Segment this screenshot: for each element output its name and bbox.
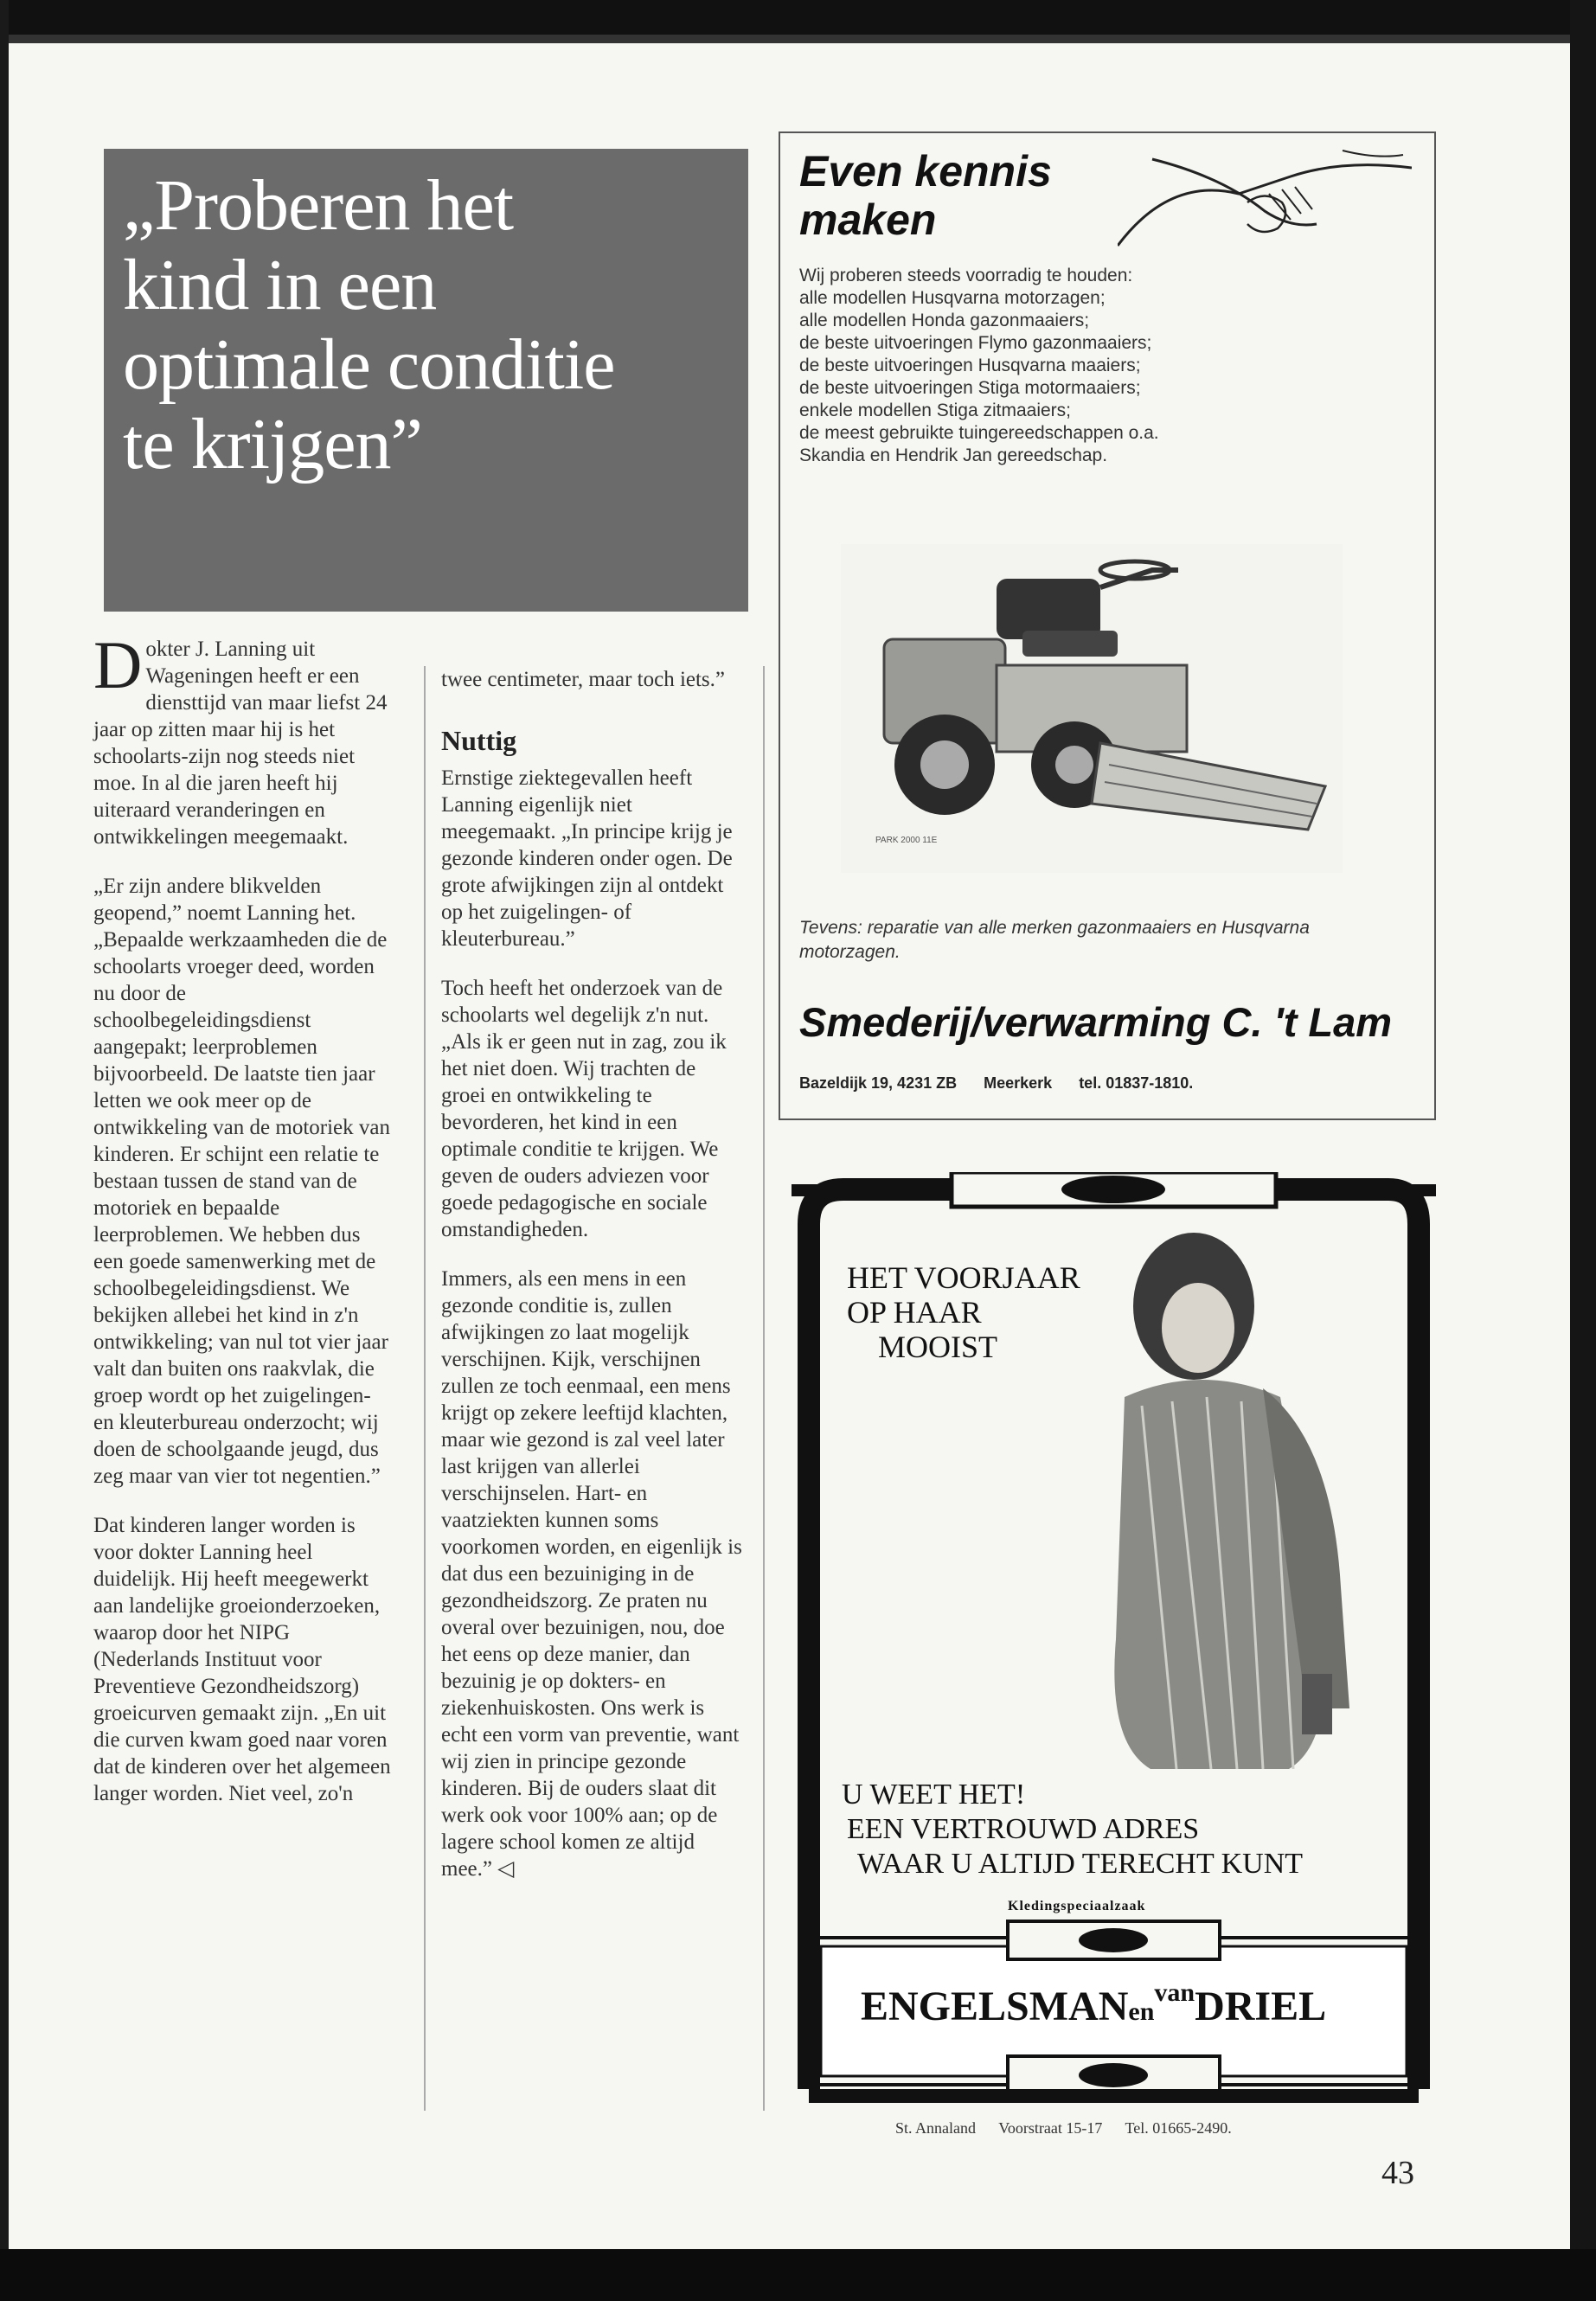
list-item: alle modellen Honda gazonmaaiers; xyxy=(799,311,1090,330)
article-column-1 xyxy=(93,627,392,1830)
logo-word-small: en xyxy=(1128,1997,1155,2026)
tagline-line: U WEET HET! xyxy=(842,1779,1026,1811)
ad-engelsman-logo-name xyxy=(861,1978,1371,2030)
ad-engelsman-address xyxy=(895,2119,1251,2138)
headline-line: HET VOORJAAR xyxy=(847,1260,1080,1295)
paragraph: twee centimeter, maar toch iets.” xyxy=(441,668,726,691)
paragraph: Immers, als een mens in een gezonde conditie is, zullen afwijkingen zo laat mogelijk verschijnen. Kijk, verschijnen zullen ze toch eenmaal, een mens krijgt op zekere leeftijd klachten, maar wie gezond is zal veel later last krijgen van allerlei verschijnselen. Hart- en vaatziekten kunnen soms voorkomen worden, en eigenlijk is dat dus een bezuiniging in de gezondheidszorg. Ze praten nu overal over bezuinigen, nou, doe het eens op deze manier, dan bezuinig je op dokters- en ziekenhuiskosten. Ons werk is echt een vorm van preventie, want wij zien in principe gezonde kinderen. Bij de ouders slaat dit werk ook voor 100% aan; op de lagere school komen ze altijd mee.” ◁ xyxy=(441,1267,742,1881)
ad-engelsman-tel: Tel. 01665-2490. xyxy=(1125,2119,1232,2137)
mower-caption: PARK 2000 11E xyxy=(875,836,938,845)
ad-lam-company-name: Smederij/verwarming C. 't Lam xyxy=(799,999,1393,1045)
riding-mower-illustration xyxy=(841,544,1343,873)
scan-border-left xyxy=(0,0,9,2301)
logo-word: DRIEL xyxy=(1195,1984,1327,2029)
scan-border-bottom xyxy=(0,2249,1596,2301)
scan-border-right xyxy=(1570,0,1596,2301)
list-item: de meest gebruikte tuingereedschappen o.a. xyxy=(799,423,1159,443)
tagline-line: WAAR U ALTIJD TERECHT KUNT xyxy=(857,1848,1304,1880)
ad-lam xyxy=(779,131,1436,1120)
paragraph: Dat kinderen langer worden is voor dokter Lanning heel duidelijk. Hij heeft meegewerkt aan landelijke groeionderzoeken, waarop door het NIPG (Nederlands Instituut voor Preventieve Gezondheidszorg) groeicurven gemaakt zijn. „En uit die curven kwam goed naar voren dat de kinderen over het algemeen langer worden. Niet veel, zo'n xyxy=(93,1514,391,1805)
list-item: enkele modellen Stiga zitmaaiers; xyxy=(799,401,1071,420)
list-item: de beste uitvoeringen Flymo gazonmaaiers; xyxy=(799,333,1152,353)
ad-lam-title-line: Even kennis xyxy=(799,147,1052,195)
ad-engelsman-tagline xyxy=(842,1778,1378,1881)
list-item: de beste uitvoeringen Husqvarna maaiers; xyxy=(799,356,1141,375)
headline-line: optimale conditie xyxy=(123,324,615,405)
headline-line: OP HAAR xyxy=(847,1295,982,1330)
ad-lam-city: Meerkerk xyxy=(984,1074,1053,1092)
paragraph: Toch heeft het onderzoek van de schoolarts wel degelijk z'n nut. „Als ik er geen nut in zag, zou ik het niet doen. Wij trachten de groei en ontwikkeling te bevorderen, het kind in een optimale conditie te krijgen. We geven de ouders adviezen voor goede pedagogische en sociale omstandigheden. xyxy=(441,977,727,1241)
headline-line: te krijgen” xyxy=(123,404,422,484)
ad-engelsman xyxy=(792,1172,1436,2137)
ad-lam-title-line: maken xyxy=(799,195,937,244)
scan-border-top xyxy=(0,0,1596,35)
woman-photo xyxy=(1090,1224,1367,1769)
ad-engelsman-place: St. Annaland xyxy=(895,2119,976,2137)
scan-border-top-shade xyxy=(0,35,1596,43)
headline-line: kind in een xyxy=(123,245,437,325)
ad-lam-product-list xyxy=(799,265,1284,467)
paragraph-text: okter J. Lanning uit Wageningen heeft er een diensttijd van maar liefst 24 jaar op zitten maar hij is het schoolarts-zijn nog steeds niet moe. In al die jaren heeft hij uiteraard veranderingen en ontwikkelingen meegemaakt. xyxy=(93,638,388,849)
ad-engelsman-street: Voorstraat 15-17 xyxy=(998,2119,1103,2137)
article-column-2 xyxy=(441,666,744,1905)
ad-lam-tel: tel. 01837-1810. xyxy=(1079,1074,1194,1092)
paragraph xyxy=(93,627,392,850)
page-number: 43 xyxy=(1381,2155,1414,2191)
ad-lam-street: Bazeldijk 19, 4231 ZB xyxy=(799,1074,958,1092)
ad-engelsman-headline xyxy=(847,1260,1089,1364)
list-item: de beste uitvoeringen Stiga motormaaiers; xyxy=(799,378,1141,398)
logo-word: ENGELSMAN xyxy=(861,1984,1129,2029)
paragraph: Ernstige ziektegevallen heeft Lanning eigenlijk niet meegemaakt. „In principe krijg je gezonde kinderen onder ogen. De grote afwijkingen zijn al ontdekt op het zuigelingen- of kleuterbureau.” xyxy=(441,766,733,951)
column-rule xyxy=(763,666,765,2111)
list-item: alle modellen Husqvarna motorzagen; xyxy=(799,288,1106,308)
drop-cap: D xyxy=(93,627,143,702)
column-rule xyxy=(424,666,426,2111)
ad-lam-repair-note: Tevens: reparatie van alle merken gazonmaaiers en Husqvarna motorzagen. xyxy=(799,918,1310,962)
headline-line: MOOIST xyxy=(878,1330,998,1364)
handshake-icon xyxy=(1118,142,1412,263)
ad-engelsman-speciality: Kledingspeciaalzaak xyxy=(1008,1899,1146,1913)
ad-lam-address xyxy=(799,1074,1215,1093)
list-item: Wij proberen steeds voorradig te houden: xyxy=(799,266,1133,285)
list-item: Skandia en Hendrik Jan gereedschap. xyxy=(799,445,1108,465)
ad-lam-title xyxy=(799,147,1111,244)
headline xyxy=(123,166,729,484)
headline-box xyxy=(104,149,748,612)
subheading: Nuttig xyxy=(441,725,517,756)
paragraph: „Er zijn andere blikvelden geopend,” noemt Lanning het. „Bepaalde werkzaamheden die de schoolarts vroeger deed, worden nu door de schoolbegeleidingsdienst aangepakt; leerproblemen bijvoorbeeld. De laatste tien jaar letten we ook meer op de ontwikkeling van de motoriek van kinderen. Er schijnt een relatie te bestaan tussen de stand van de motoriek en bepaalde leerproblemen. We hebben dus een goede samenwerking met de schoolbegeleidingsdienst. We bekijken allebei het kind in z'n ontwikkeling; van nul tot vier jaar valt dan buiten ons raakvlak, die groep wordt op het zuigelingen- en kleuterbureau onderzocht; wij doen de schoolgaande jeugd, dus zeg maar van vier tot negentien.” xyxy=(93,875,390,1488)
logo-word-small: van xyxy=(1154,1978,1195,2007)
tagline-line: EEN VERTROUWD ADRES xyxy=(847,1813,1200,1845)
headline-line: „Proberen het xyxy=(123,165,514,246)
